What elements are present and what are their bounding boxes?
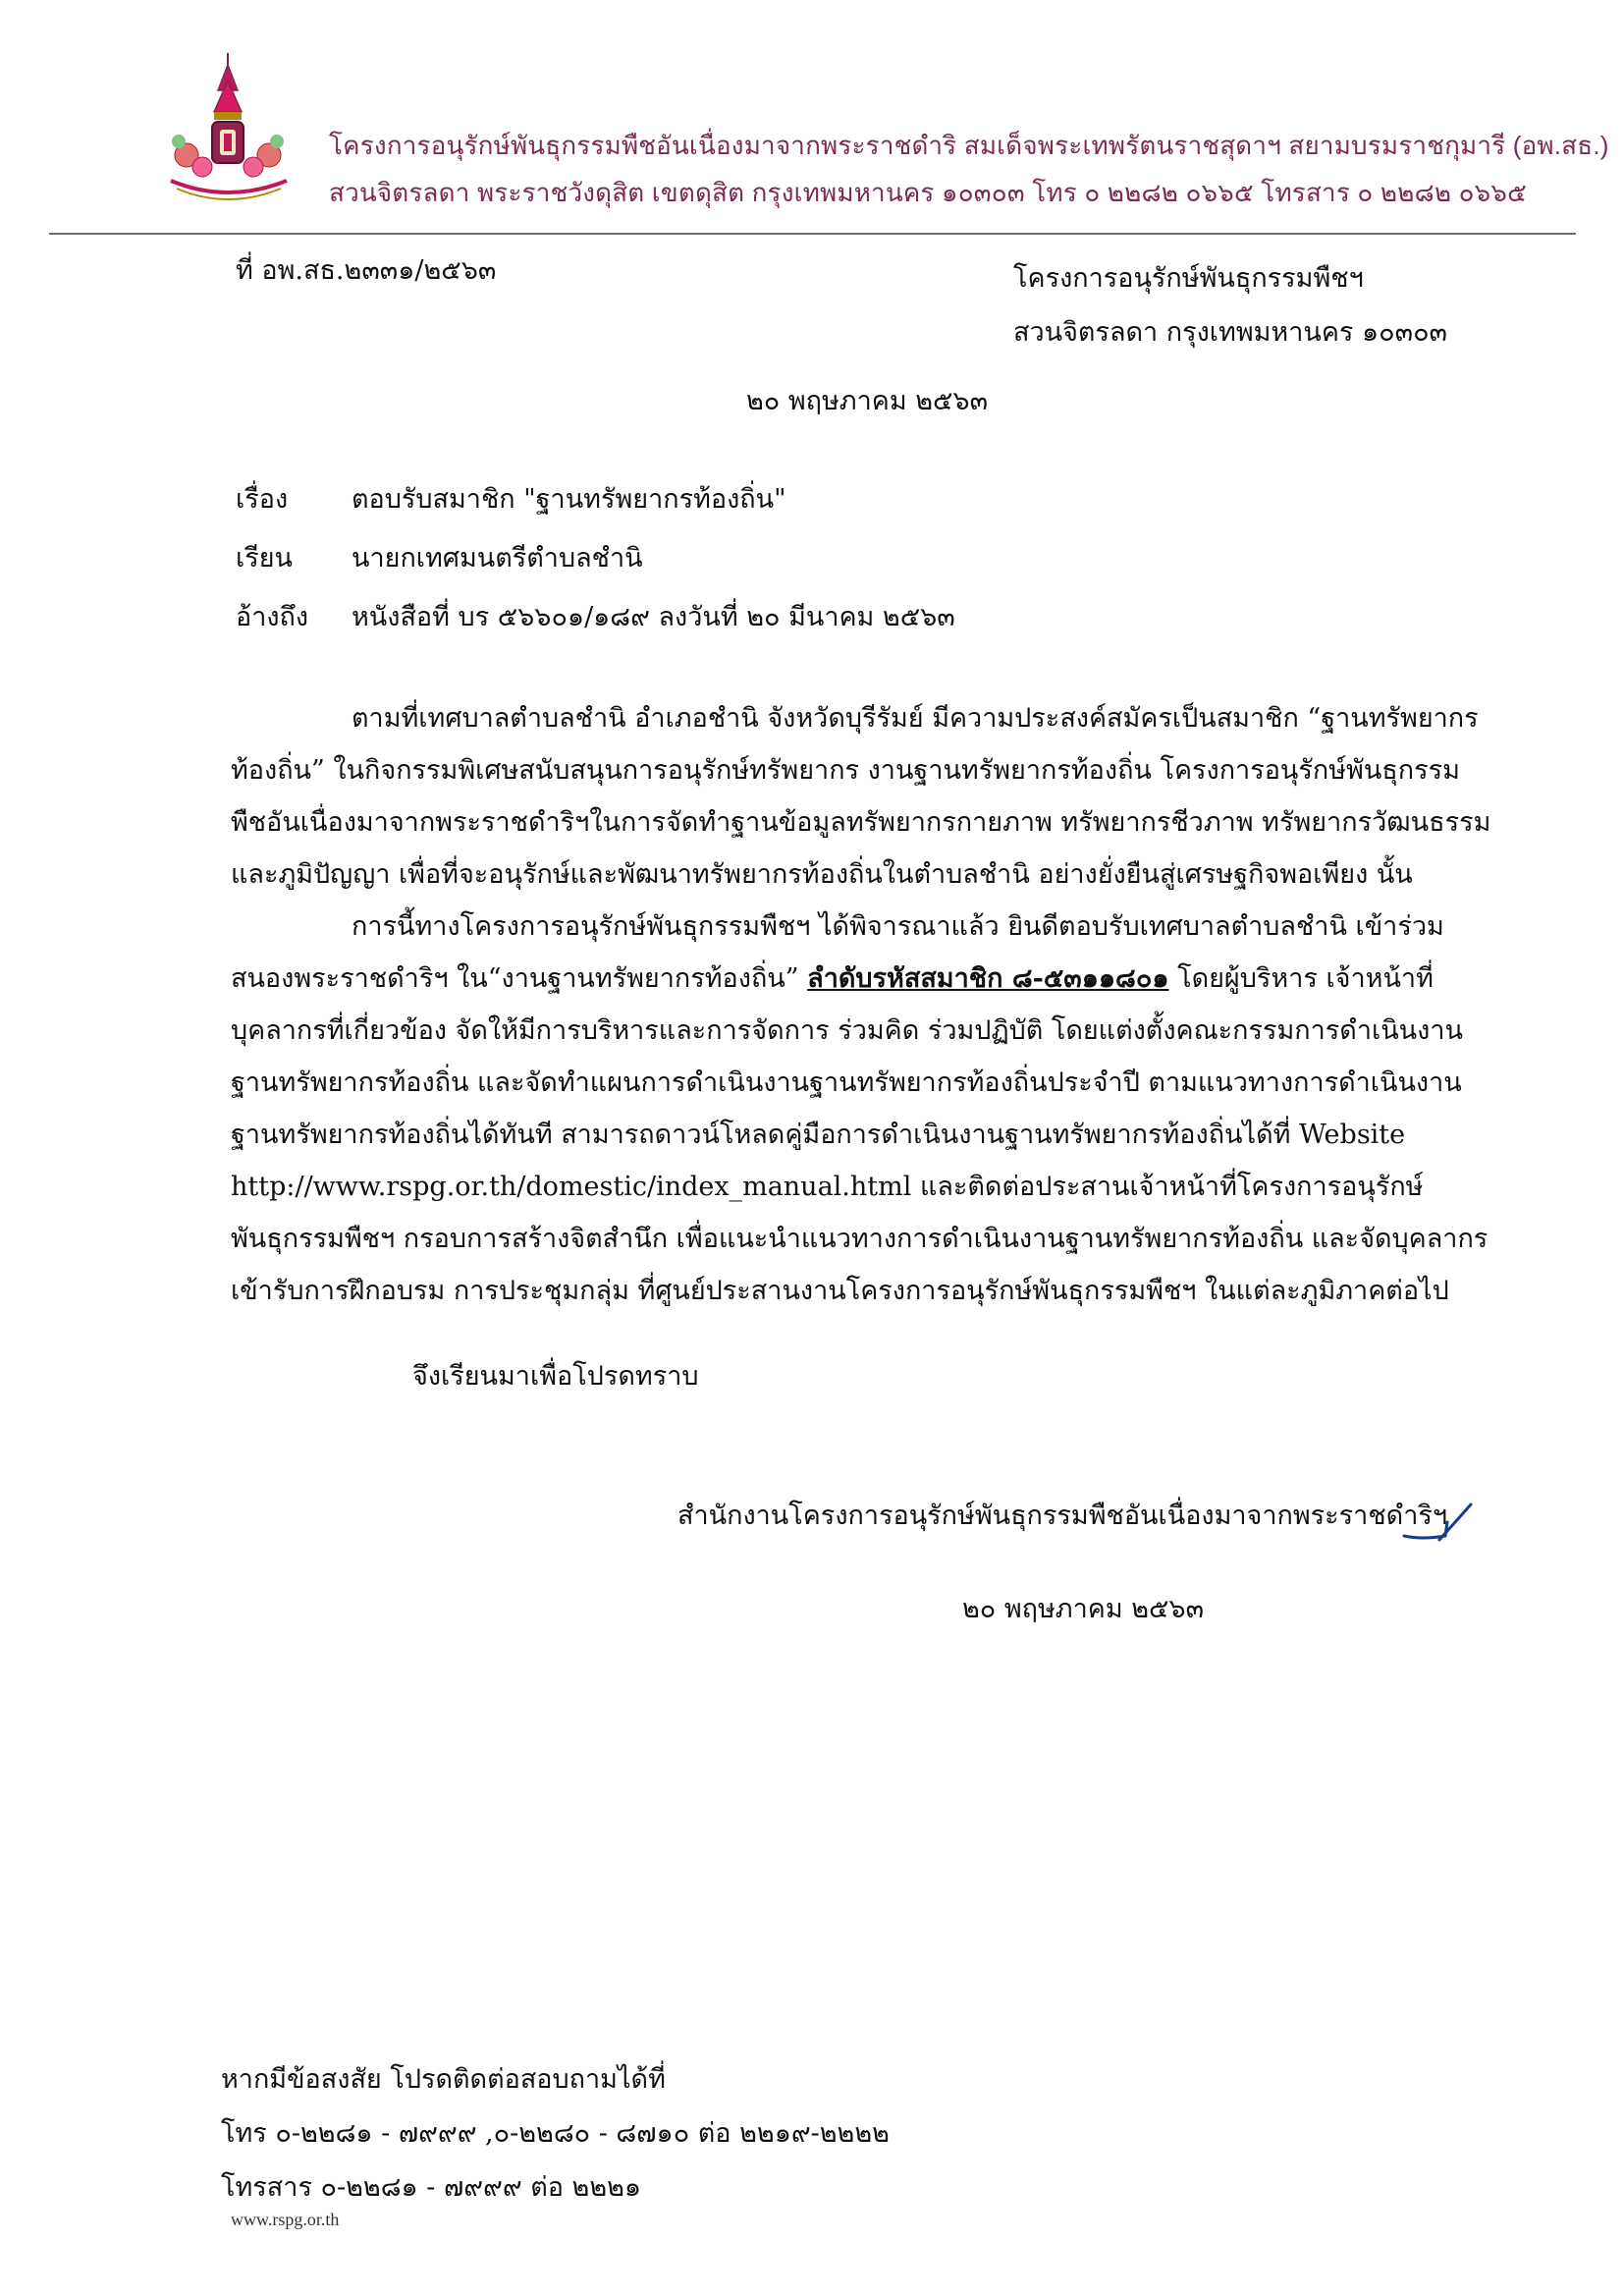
paragraph1-line: และภูมิปัญญา เพื่อที่จะอนุรักษ์และพัฒนาทรัพยากรท้องถิ่นในตำบลชำนิ อย่างยั่งยืนสู่เศรษฐกิจพอเพียง นั้น	[231, 859, 1413, 890]
paragraph2-line: บุคลากรที่เกี่ยวข้อง จัดให้มีการบริหารและการจัดการ ร่วมคิด ร่วมปฏิบัติ โดยแต่งตั้งคณะกรรมการดำเนินงาน	[231, 1015, 1463, 1046]
sender-name: โครงการอนุรักษ์พันธุกรรมพืชฯ	[1013, 263, 1364, 294]
contact-fax: โทรสาร ๐-๒๒๘๑ - ๗๙๙๙ ต่อ ๒๒๒๑	[221, 2172, 642, 2203]
paragraph2-line: เข้ารับการฝึกอบรม การประชุมกลุ่ม ที่ศูนย์ประสานงานโครงการอนุรักษ์พันธุกรรมพืชฯ ในแต่ละภูมิภาคต่อไป	[231, 1276, 1449, 1306]
contact-phone: โทร ๐-๒๒๘๑ - ๗๙๙๙ ,๐-๒๒๘๐ - ๘๗๑๐ ต่อ ๒๒๑๙-๒๒๒๒	[221, 2118, 890, 2149]
paragraph2-line: การนี้ทางโครงการอนุรักษ์พันธุกรรมพืชฯ ได้พิจารณาแล้ว ยินดีตอบรับเทศบาลตำบลชำนิ เข้าร่วม	[352, 911, 1444, 942]
manual-url-line[interactable]: http://www.rspg.or.th/domestic/index_manual.html และติดต่อประสานเจ้าหน้าที่โครงการอนุรักษ์	[231, 1172, 1424, 1202]
signature-org: สำนักงานโครงการอนุรักษ์พันธุกรรมพืชอันเนื่องมาจากพระราชดำริฯ	[677, 1501, 1448, 1531]
letter-date: ๒๐ พฤษภาคม ๒๕๖๓	[746, 386, 989, 416]
paragraph2-line: ฐานทรัพยากรท้องถิ่นได้ทันที สามารถดาวน์โหลดคู่มือการดำเนินงานฐานทรัพยากรท้องถิ่นได้ที่ Website	[231, 1120, 1406, 1150]
reference-value: หนังสือที่ บร ๕๖๖๐๑/๑๘๙ ลงวันที่ ๒๐ มีนาคม ๒๕๖๓	[352, 602, 955, 632]
paragraph2-text: สนองพระราชดำริฯ ใน“งานฐานทรัพยากรท้องถิ่น”	[231, 963, 799, 994]
website-link[interactable]: www.rspg.or.th	[231, 2210, 340, 2229]
shield-icon	[212, 122, 244, 163]
signature-date: ๒๐ พฤษภาคม ๒๕๖๓	[962, 1594, 1205, 1624]
header-address: สวนจิตรลดา พระราชวังดุสิต เขตดุสิต กรุงเทพมหานคร ๑๐๓๐๓ โทร ๐ ๒๒๘๒ ๐๖๖๕ โทรสาร ๐ ๒๒๘๒ ๐๖๖๕	[329, 178, 1527, 207]
paragraph2-line: ฐานทรัพยากรท้องถิ่น และจัดทำแผนการดำเนินงานฐานทรัพยากรท้องถิ่นประจำปี ตามแนวทางการดำเนินงาน	[231, 1067, 1462, 1098]
reference-number: ที่ อพ.สธ.๒๓๓๑/๒๕๖๓	[236, 255, 497, 286]
paragraph2-line: พันธุกรรมพืชฯ กรอบการสร้างจิตสำนึก เพื่อแนะนำแนวทางการดำเนินงานฐานทรัพยากรท้องถิ่น และจัดบุคลากร	[231, 1224, 1489, 1254]
header-org-name: โครงการอนุรักษ์พันธุกรรมพืชอันเนื่องมาจากพระราชดำริ สมเด็จพระเทพรัตนราชสุดาฯ สยามบรมราชกุมารี (อพ.สธ.)	[329, 131, 1609, 160]
paragraph2-text: โดยผู้บริหาร เจ้าหน้าที่	[1177, 963, 1434, 994]
recipient-label: เรียน	[236, 543, 294, 574]
crown-spire-icon	[214, 53, 242, 120]
signature-mark	[1402, 1501, 1481, 1550]
reference-label: อ้างถึง	[236, 602, 309, 632]
paragraph2-line-membership	[231, 965, 1525, 992]
paragraph1-line: ท้องถิ่น” ในกิจกรรมพิเศษสนับสนุนการอนุรักษ์ทรัพยากร งานฐานทรัพยากรท้องถิ่น โครงการอนุรักษ์พันธุกรรม	[231, 755, 1460, 786]
paragraph1-line: ตามที่เทศบาลตำบลชำนิ อำเภอชำนิ จังหวัดบุรีรัมย์ มีความประสงค์สมัครเป็นสมาชิก “ฐานทรัพยากร	[352, 703, 1479, 734]
paragraph1-line: พืชอันเนื่องมาจากพระราชดำริฯในการจัดทำฐานข้อมูลทรัพยากรกายภาพ ทรัพยากรชีวภาพ ทรัพยากรวัฒนธรรม	[231, 807, 1491, 838]
recipient-value: นายกเทศมนตรีตำบลชำนิ	[352, 543, 643, 574]
membership-code: ลำดับรหัสสมาชิก ๘-๕๓๑๑๘๐๑	[807, 963, 1169, 994]
rspg-emblem-logo	[157, 51, 304, 218]
subject-value: ตอบรับสมาชิก "ฐานทรัพยากรท้องถิ่น"	[352, 484, 786, 515]
closing-phrase: จึงเรียนมาเพื่อโปรดทราบ	[412, 1361, 699, 1392]
sender-address: สวนจิตรลดา กรุงเทพมหานคร ๑๐๓๐๓	[1013, 317, 1448, 348]
subject-label: เรื่อง	[236, 484, 289, 515]
contact-note: หากมีข้อสงสัย โปรดติดต่อสอบถามได้ที่	[221, 2064, 666, 2095]
header-divider	[49, 233, 1576, 235]
